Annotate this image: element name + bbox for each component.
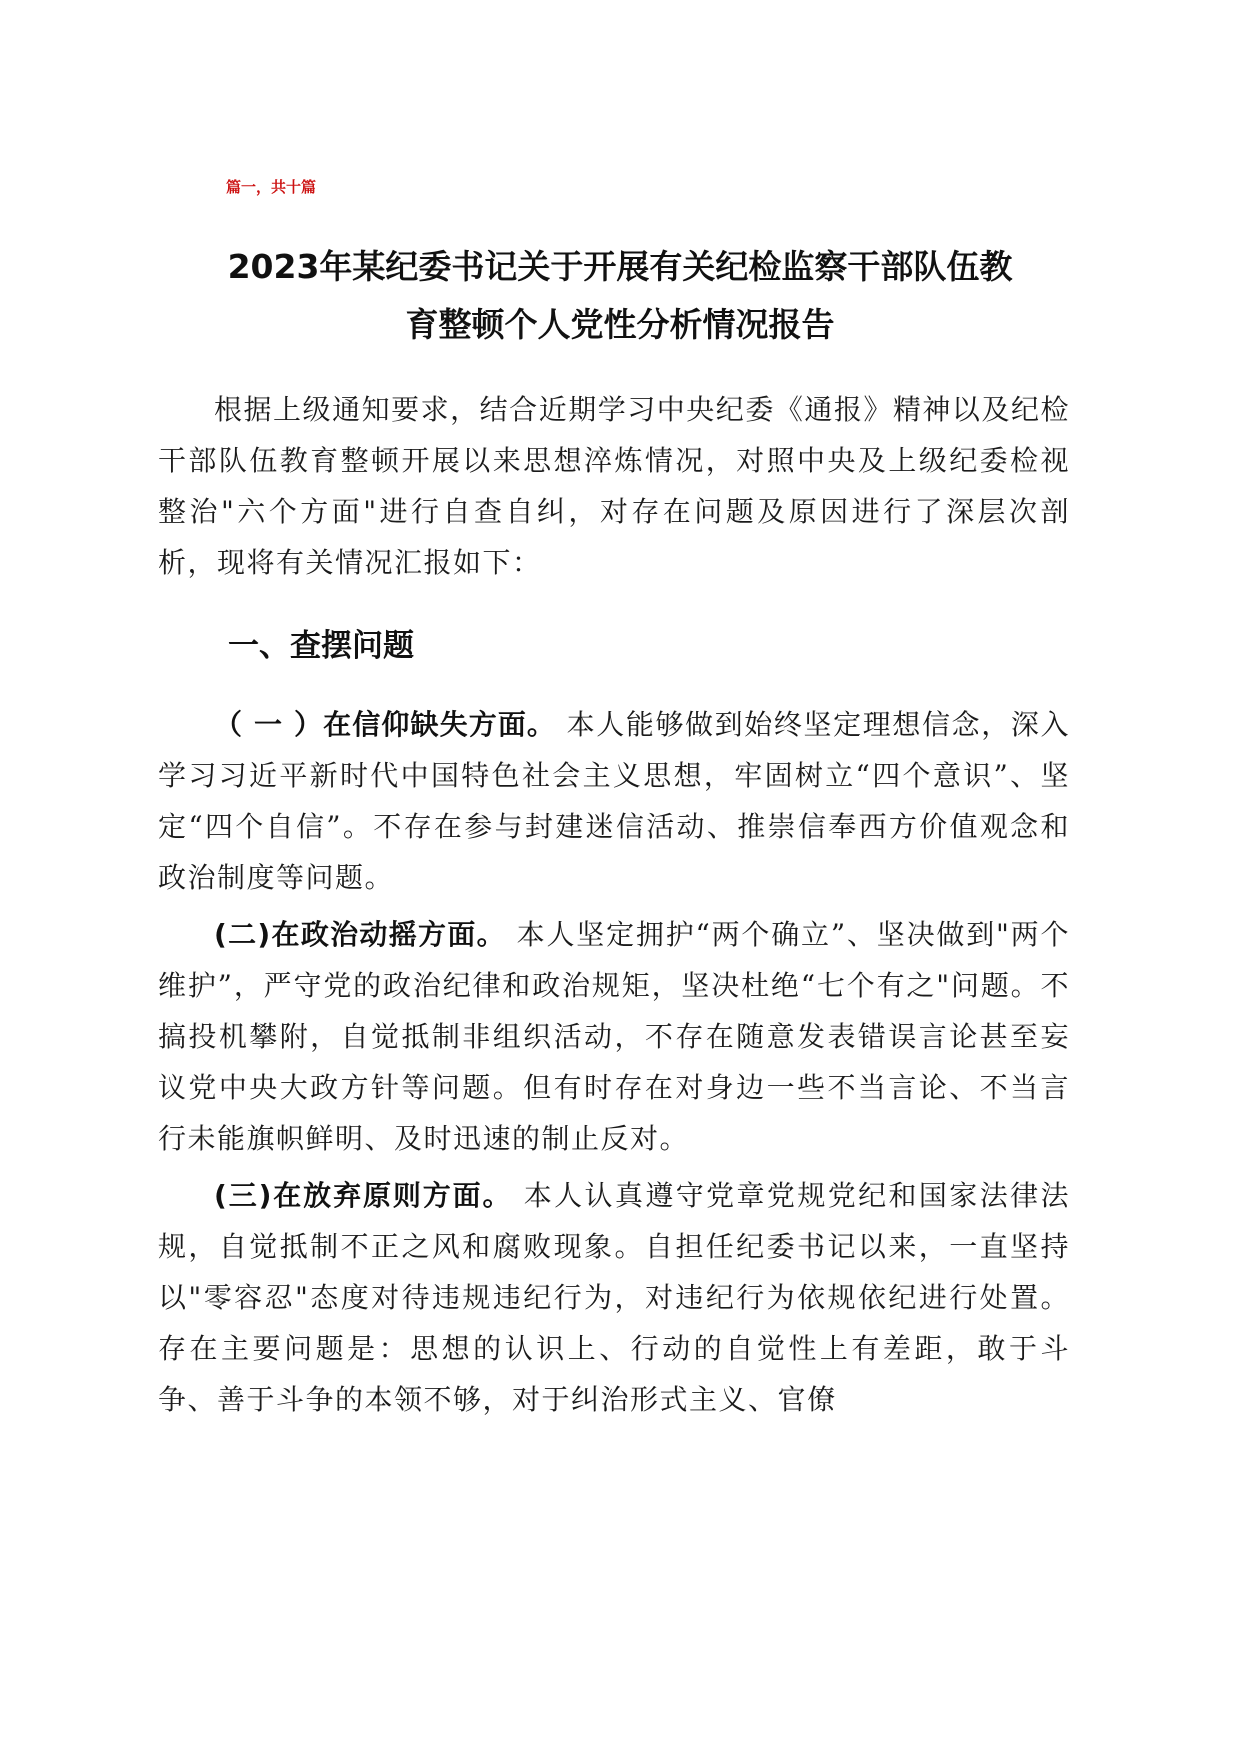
section-heading: 一、查摆问题 xyxy=(228,628,414,664)
document-body xyxy=(158,384,1070,1431)
section-item-2-lead: (二)在政治动摇方面。 xyxy=(214,918,506,951)
intro-paragraph: 根据上级通知要求，结合近期学习中央纪委《通报》精神以及纪检干部队伍教育整顿开展以来思想淬炼情况，对照中央及上级纪委检视整治"六个方面"进行自查自纠，对存在问题及原因进行了深层次剖析，现将有关情况汇报如下： xyxy=(158,393,1070,579)
document-title xyxy=(150,238,1090,354)
series-note: 篇一，共十篇 xyxy=(226,178,317,196)
section-item-1-lead: （ 一 ）在信仰缺失方面。 xyxy=(214,708,557,741)
section-item-1 xyxy=(158,699,1070,903)
section-item-3 xyxy=(158,1170,1070,1425)
section-item-2-text: 本人坚定拥护“两个确立”、坚决做到"两个维护”，严守党的政治纪律和政治规矩，坚决杜绝“七个有之"问题。不搞投机攀附，自觉抵制非组织活动，不存在随意发表错误言论甚至妄议党中央大政方针等问题。但有时存在对身边一些不当言论、不当言行未能旗帜鲜明、及时迅速的制止反对。 xyxy=(158,918,1070,1155)
title-line-1: 2023年某纪委书记关于开展有关纪检监察干部队伍教 xyxy=(227,247,1013,286)
title-line-2: 育整顿个人党性分析情况报告 xyxy=(405,305,835,344)
section-item-3-text: 本人认真遵守党章党规党纪和国家法律法规，自觉抵制不正之风和腐败现象。自担任纪委书记以来，一直坚持以"零容忍"态度对待违规违纪行为，对违纪行为依规依纪进行处置。存在主要问题是：思想的认识上、行动的自觉性上有差距，敢于斗争、善于斗争的本领不够，对于纠治形式主义、官僚 xyxy=(158,1179,1070,1416)
section-item-2 xyxy=(158,909,1070,1164)
section-item-3-lead: (三)在放弃原则方面。 xyxy=(214,1179,513,1212)
section-item-1-text: 本人能够做到始终坚定理想信念，深入学习习近平新时代中国特色社会主义思想，牢固树立“四个意识”、坚定“四个自信”。不存在参与封建迷信活动、推崇信奉西方价值观念和政治制度等问题。 xyxy=(158,708,1071,894)
